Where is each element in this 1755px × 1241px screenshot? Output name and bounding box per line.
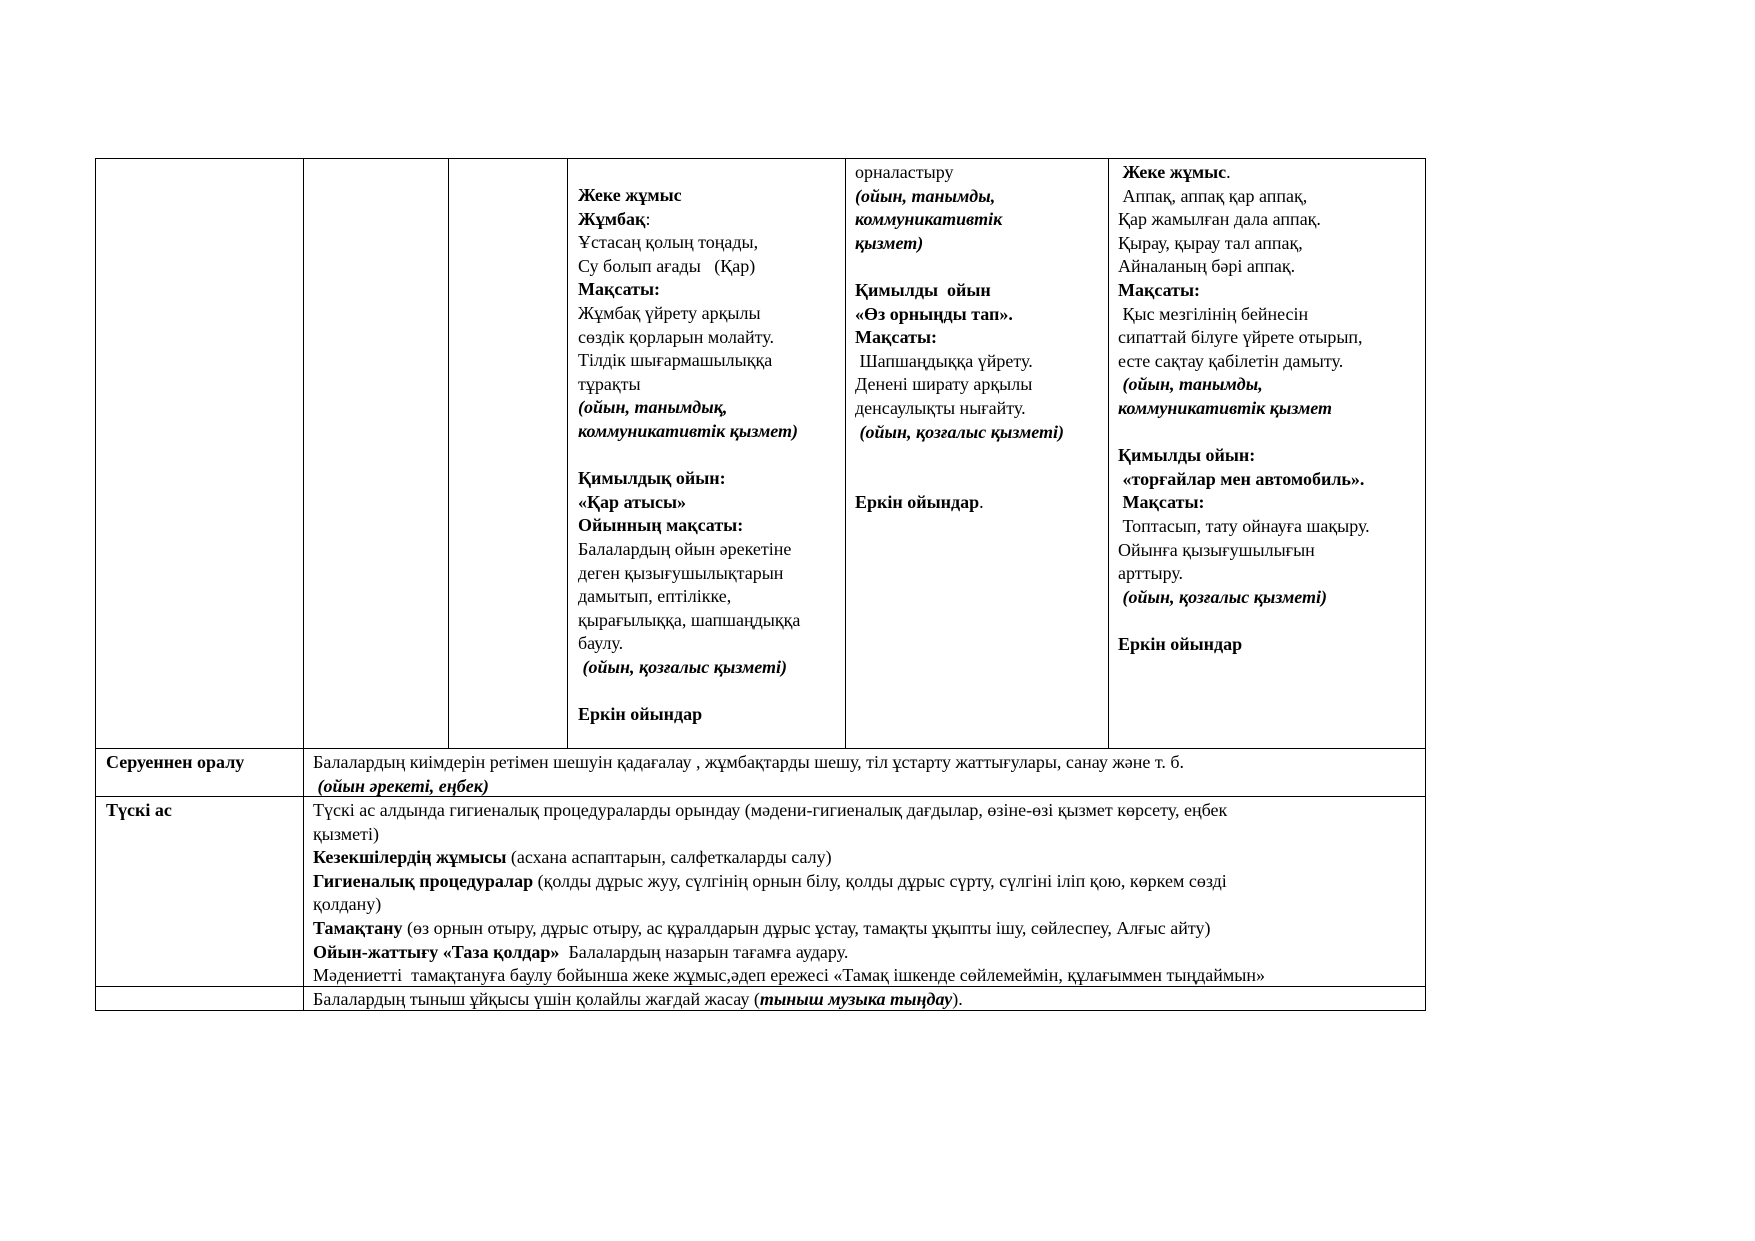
- text-run: Жұмбақ үйрету арқылы: [578, 302, 761, 323]
- text-run: Ұстасаң қолың тоңады,: [578, 232, 759, 253]
- text-line: [313, 823, 1265, 847]
- text-line: [1118, 185, 1370, 209]
- text-line: [1118, 208, 1370, 232]
- text-line: [1118, 609, 1370, 633]
- text-line: [313, 751, 1184, 775]
- text-run: тыныш музыка тыңдау: [759, 989, 953, 1009]
- text-line: [578, 467, 800, 491]
- text-line: [578, 444, 800, 468]
- text-run: .: [979, 492, 984, 513]
- text-line: [1118, 350, 1370, 374]
- text-run: қызмет): [855, 232, 924, 253]
- text-line: [1118, 161, 1370, 185]
- text-line: [1118, 373, 1370, 397]
- text-run: (ойын, танымды,: [1118, 374, 1263, 395]
- col-divider-2: [448, 158, 449, 749]
- text-run: дамытып, ептілікке,: [578, 586, 732, 607]
- text-run: (ойын, танымдық,: [578, 397, 728, 418]
- text-line: [578, 679, 800, 703]
- text-run: :: [645, 208, 651, 229]
- text-run: (ойын, қозғалыс қызметі): [1118, 586, 1328, 607]
- text-run: сөздік қорларын молайту.: [578, 326, 774, 347]
- text-run: Гигиеналық процедуралар: [313, 870, 534, 891]
- text-run: Қар жамылған дала аппақ.: [1118, 209, 1321, 230]
- text-run: Балалардың тыныш ұйқысы үшін қолайлы жағдай жасау (: [313, 989, 760, 1009]
- text-line: [1118, 279, 1370, 303]
- text-run: Ойынға қызығушылығын: [1118, 539, 1315, 560]
- text-run: Мәдениетті тамақтануға баулу бойынша жеке жұмыс,әдеп ережесі «Тамақ ішкенде сөйлемеймін, құлағыммен тыңдаймын»: [313, 965, 1266, 986]
- text-run: Қимылдық ойын:: [578, 468, 726, 489]
- text-run: есте сақтау қабілетін дамыту.: [1118, 350, 1344, 371]
- text-line: [855, 303, 1064, 327]
- text-run: Мақсаты:: [1118, 279, 1200, 300]
- text-run: арттыру.: [1118, 563, 1184, 584]
- text-line: [855, 326, 1064, 350]
- table-top-border: [95, 158, 1426, 159]
- text-line: [313, 799, 1265, 823]
- text-line: [1118, 232, 1370, 256]
- row-label-return: Серуеннен оралу: [106, 752, 245, 772]
- col-divider-3: [567, 158, 568, 749]
- text-run: Шапшаңдыққа үйрету.: [855, 350, 1033, 371]
- return-activity-text: [313, 751, 1184, 798]
- text-run: (өз орнын отыру, дұрыс отыру, ас құралдарын дұрыс ұстау, тамақты ұқыпты ішу, сөйлеспеу, Алғыс айту): [402, 917, 1211, 938]
- table-left-border: [95, 158, 96, 1011]
- text-run: ).: [952, 989, 963, 1009]
- col-divider-1: [303, 158, 304, 1011]
- text-line: [855, 208, 1064, 232]
- text-line: [578, 491, 800, 515]
- text-run: «Өз орныңды тап».: [855, 303, 1013, 324]
- text-run: Балалардың киімдерін ретімен шешуін қадағалау , жұмбақтарды шешу, тіл ұстарту жаттығулары, санау және т. б.: [313, 752, 1185, 772]
- lunch-activity-text: [313, 799, 1265, 988]
- text-run: Ойын-жаттығу «Таза қолдар»: [313, 941, 560, 962]
- col-divider-4: [845, 158, 846, 749]
- text-run: Аппақ, аппақ қар аппақ,: [1118, 185, 1308, 206]
- text-run: сипаттай білуге үйрете отырып,: [1118, 327, 1363, 348]
- text-line: [855, 444, 1064, 468]
- text-run: Еркін ойындар: [578, 704, 703, 725]
- text-line: [578, 420, 800, 444]
- text-line: [855, 350, 1064, 374]
- text-run: (ойын әрекеті, еңбек): [313, 775, 489, 796]
- text-run: Жеке жұмыс: [1118, 162, 1227, 182]
- text-line: [578, 326, 800, 350]
- text-line: [578, 278, 800, 302]
- text-line: [1118, 444, 1370, 468]
- text-line: [578, 373, 800, 397]
- text-line: [578, 208, 800, 232]
- text-run: (ойын, қозғалыс қызметі): [578, 656, 788, 677]
- text-run: Еркін ойындар: [1118, 633, 1243, 654]
- text-line: [578, 632, 800, 656]
- text-run: қолдану): [313, 894, 382, 915]
- text-line: [578, 231, 800, 255]
- text-line: [855, 279, 1064, 303]
- text-run: Қырау, қырау тал аппақ,: [1118, 232, 1303, 253]
- row-divider-1: [95, 748, 1426, 749]
- text-run: (ойын, қозғалыс қызметі): [855, 421, 1065, 442]
- text-line: [313, 775, 1184, 799]
- text-line: [578, 349, 800, 373]
- text-line: [1118, 562, 1370, 586]
- text-run: Мақсаты:: [855, 327, 937, 348]
- text-run: орналастыру: [855, 162, 954, 182]
- text-run: «торғайлар мен автомобиль».: [1118, 468, 1365, 489]
- text-line: [313, 964, 1265, 988]
- text-run: коммуникативтік: [855, 209, 1003, 230]
- walk-plan-cell-winter: [1118, 161, 1370, 656]
- text-line: [578, 302, 800, 326]
- text-run: Қыс мезгілінің бейнесін: [1118, 303, 1309, 324]
- text-line: [578, 538, 800, 562]
- text-line: [1118, 515, 1370, 539]
- text-line: [855, 397, 1064, 421]
- text-line: [1118, 421, 1370, 445]
- text-run: баулу.: [578, 633, 624, 654]
- text-run: тұрақты: [578, 373, 641, 394]
- text-run: Айналаның бәрі аппақ.: [1118, 256, 1296, 277]
- text-run: коммуникативтік қызмет): [578, 420, 799, 441]
- text-line: [855, 421, 1064, 445]
- text-line: [855, 255, 1064, 279]
- text-run: Жеке жұмыс: [578, 185, 682, 205]
- text-line: [855, 468, 1064, 492]
- text-run: (қолды дұрыс жуу, сүлгінің орнын білу, қолды дұрыс сүрту, сүлгіні іліп қою, көркем сөзді: [533, 870, 1227, 891]
- text-line: [578, 656, 800, 680]
- text-line: [1118, 491, 1370, 515]
- text-line: [855, 373, 1064, 397]
- text-run: Тілдік шығармашылыққа: [578, 350, 773, 371]
- col-divider-5: [1108, 158, 1109, 749]
- text-run: «Қар атысы»: [578, 491, 687, 512]
- text-line: [578, 703, 800, 727]
- table-right-border: [1425, 158, 1426, 1011]
- text-line: [1118, 303, 1370, 327]
- text-line: [855, 491, 1064, 515]
- text-run: Топтасып, тату ойнауға шақыру.: [1118, 515, 1370, 536]
- text-run: Балалардың назарын тағамға аудару.: [559, 941, 849, 962]
- text-run: қызметі): [313, 823, 379, 844]
- text-line: [313, 988, 963, 1012]
- text-line: [855, 232, 1064, 256]
- text-run: Қимылды ойын: [855, 279, 991, 300]
- text-run: Тамақтану: [313, 917, 403, 938]
- text-line: [1118, 468, 1370, 492]
- text-run: .: [1226, 162, 1231, 182]
- walk-plan-cell-individual: [578, 184, 800, 727]
- text-run: Жұмбақ: [578, 208, 646, 229]
- text-run: Ойынның мақсаты:: [578, 515, 744, 536]
- text-line: [578, 396, 800, 420]
- text-line: [578, 585, 800, 609]
- text-run: Еркін ойындар: [855, 492, 980, 513]
- text-run: Балалардың ойын әрекетіне: [578, 538, 792, 559]
- text-run: Мақсаты:: [578, 279, 660, 300]
- text-line: [313, 846, 1265, 870]
- walk-plan-cell-placement: [855, 161, 1064, 515]
- text-line: [578, 184, 800, 208]
- text-line: [1118, 397, 1370, 421]
- text-line: [313, 893, 1265, 917]
- text-run: Қимылды ойын:: [1118, 445, 1256, 466]
- text-line: [578, 562, 800, 586]
- text-line: [855, 185, 1064, 209]
- text-run: денсаулықты нығайту.: [855, 397, 1026, 418]
- text-line: [1118, 255, 1370, 279]
- text-line: [1118, 539, 1370, 563]
- text-run: Су болып ағады (Қар): [578, 255, 756, 276]
- text-run: (ойын, танымды,: [855, 185, 996, 206]
- text-line: [578, 255, 800, 279]
- text-line: [313, 870, 1265, 894]
- row-label-lunch: Түскі ас: [106, 800, 172, 820]
- text-line: [578, 609, 800, 633]
- text-line: [1118, 586, 1370, 610]
- text-run: коммуникативтік қызмет: [1118, 397, 1333, 418]
- text-run: Денені ширату арқылы: [855, 374, 1033, 395]
- text-line: [1118, 633, 1370, 657]
- text-run: Кезекшілердің жұмысы: [313, 847, 507, 868]
- sleep-activity-text: [313, 988, 963, 1012]
- text-line: [313, 917, 1265, 941]
- text-run: деген қызығушылықтарын: [578, 562, 784, 583]
- text-run: Түскі ас алдында гигиеналық процедураларды орындау (мәдени-гигиеналық дағдылар, өзіне-өзі қызмет көрсету, еңбек: [313, 800, 1228, 820]
- text-run: қырағылыққа, шапшаңдыққа: [578, 609, 801, 630]
- text-line: [1118, 326, 1370, 350]
- text-line: [313, 941, 1265, 965]
- text-line: [855, 161, 1064, 185]
- text-line: [578, 514, 800, 538]
- text-run: Мақсаты:: [1118, 492, 1205, 513]
- text-run: (асхана аспаптарын, салфеткаларды салу): [506, 847, 832, 868]
